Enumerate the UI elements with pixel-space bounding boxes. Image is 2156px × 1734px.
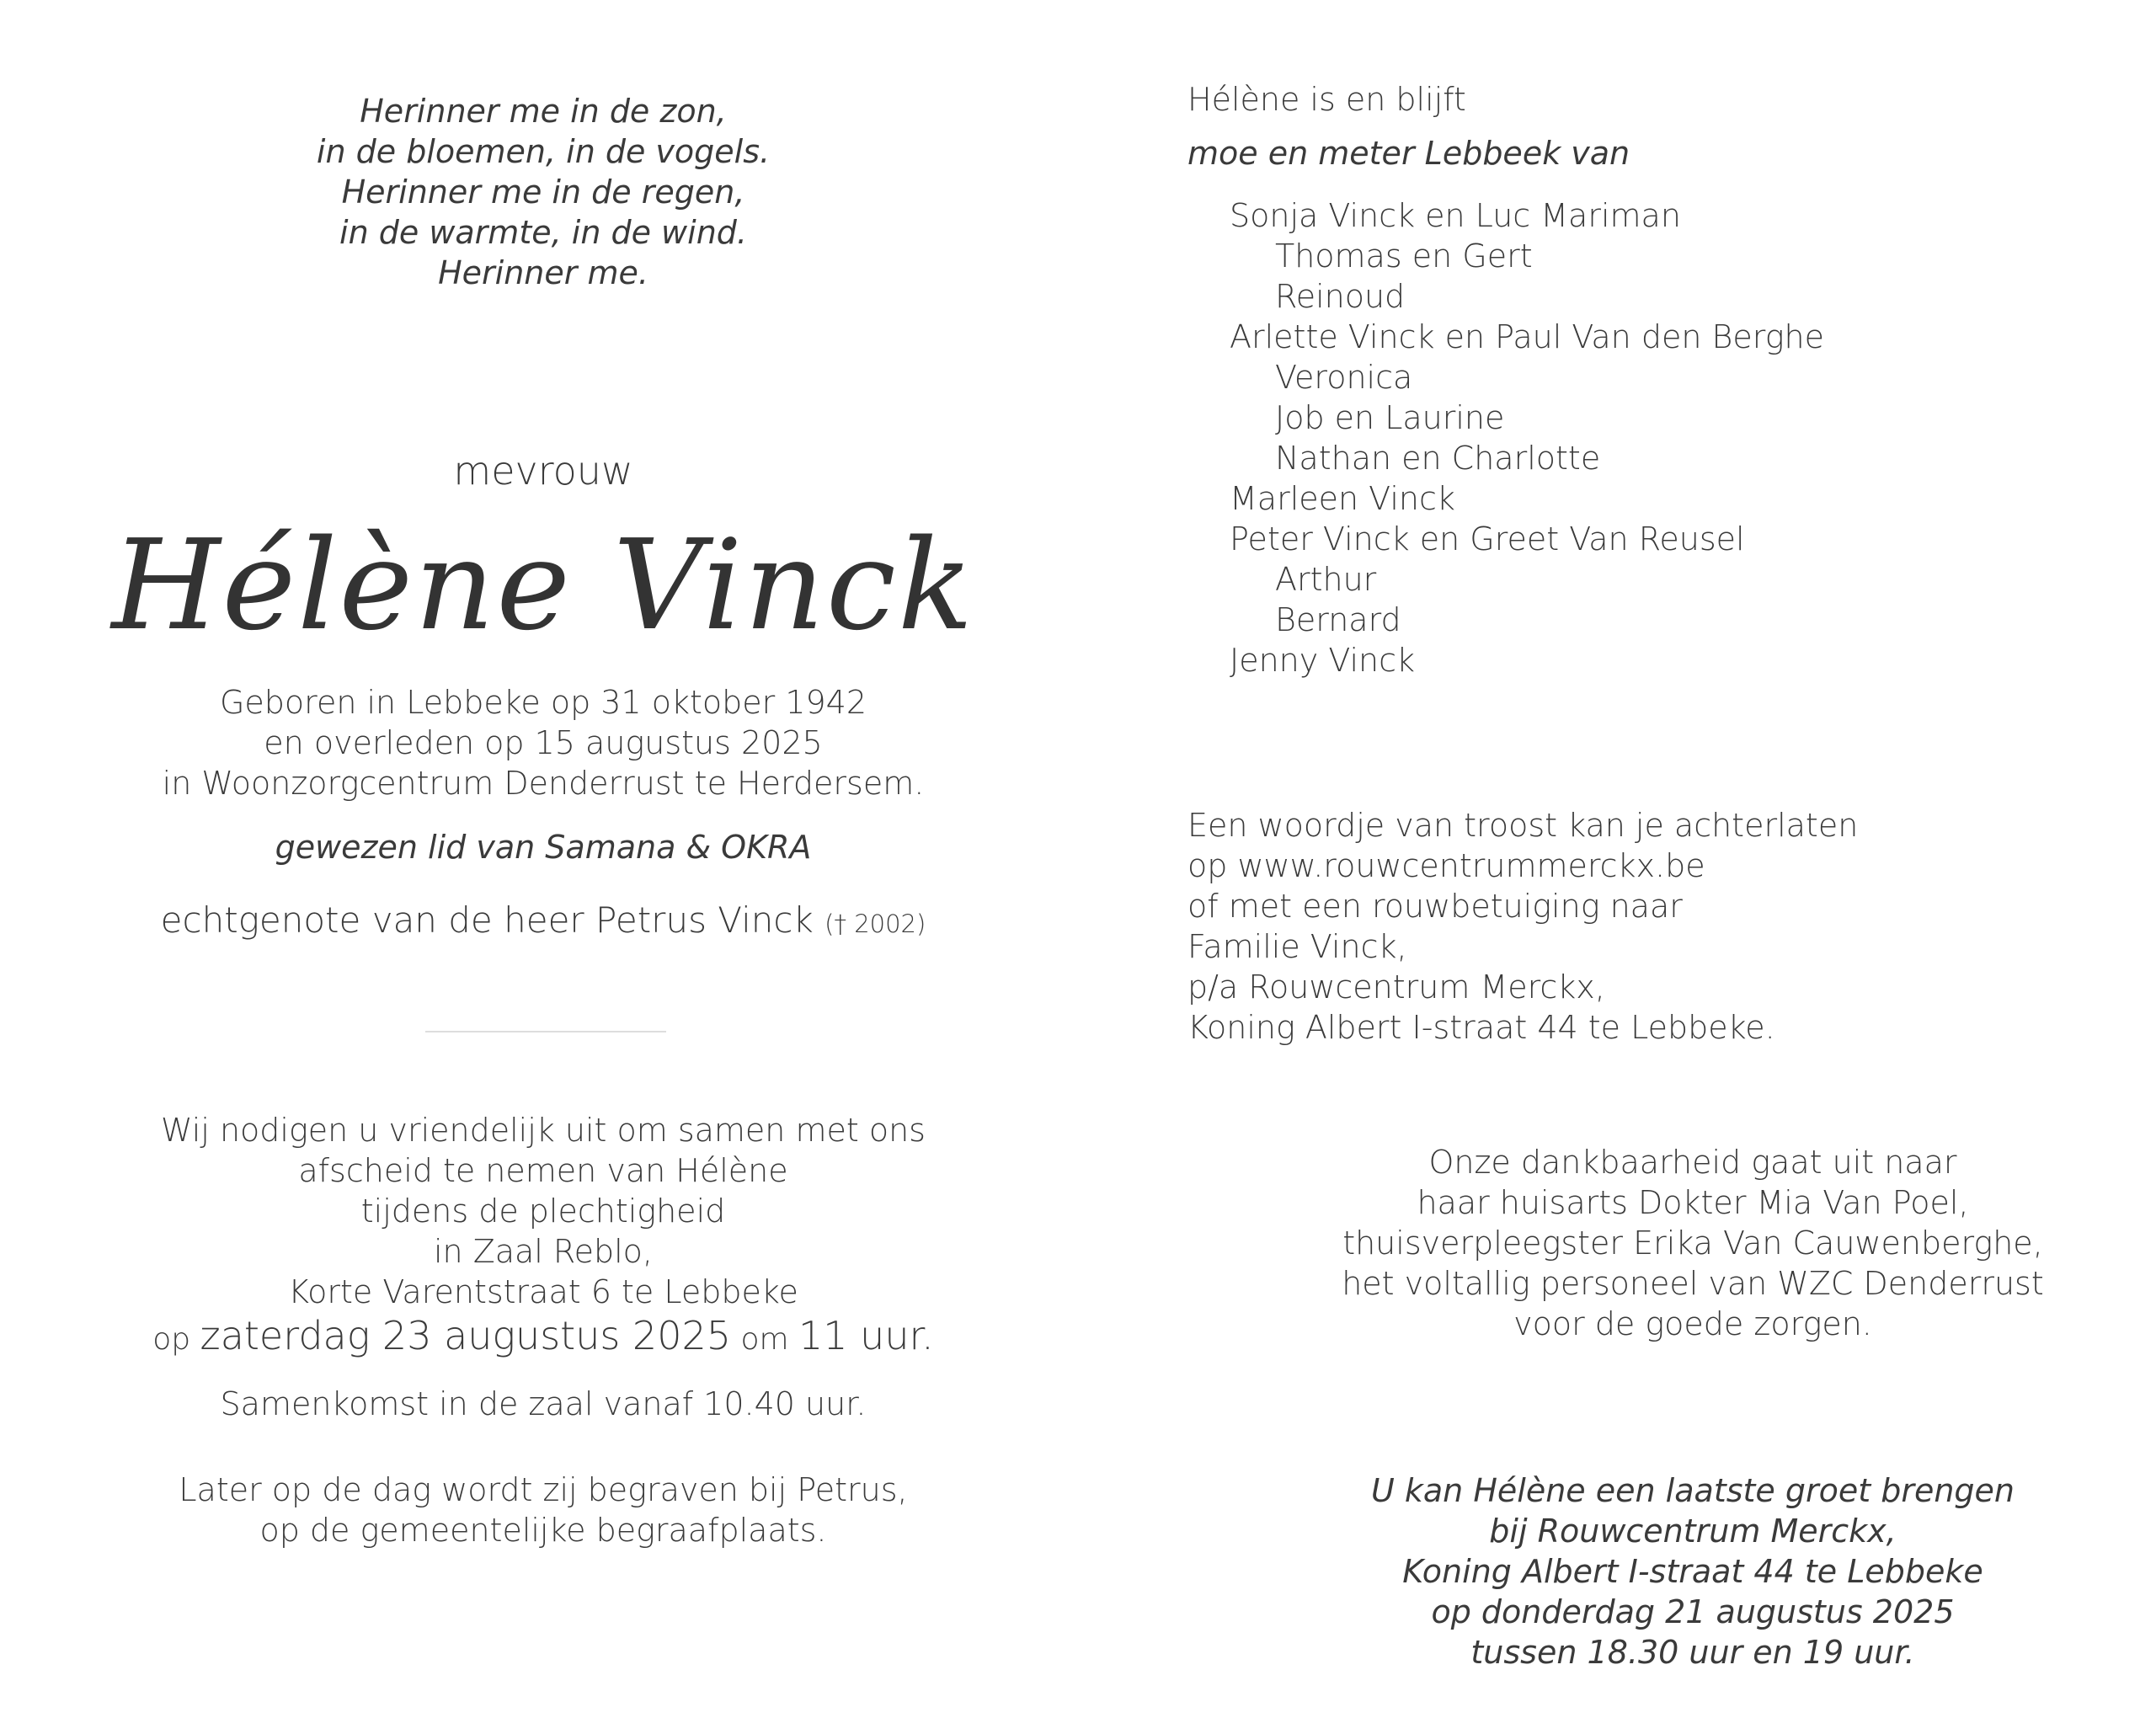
ceremony-date: zaterdag 23 augustus 2025 [200,1313,732,1358]
condolence-website[interactable]: op www.rouwcentrummerckx.be [1187,847,1705,884]
burial-line: op de gemeentelijke begraafplaats. [259,1512,827,1549]
family-member: Nathan en Charlotte [1275,440,1601,477]
visitation-line: U kan Hélène een laatste groet brengen [1370,1472,2015,1509]
thanks-line: voor de goede zorgen. [1513,1305,1872,1342]
thanks-line: het voltallig personeel van WZC Denderrust [1342,1265,2044,1302]
spouse-note: († 2002) [825,910,926,938]
honorific: mevrouw [453,448,633,494]
ceremony-line: afscheid te nemen van Hélène [298,1152,788,1189]
date-prefix: op [152,1322,191,1357]
family-member: Marleen Vinck [1230,480,1455,517]
condolence-line: p/a Rouwcentrum Merckx, [1187,968,1605,1006]
ceremony-time: 11 uur. [798,1313,934,1358]
family-member: Jenny Vinck [1230,642,1416,679]
visitation-line: op donderdag 21 augustus 2025 [1431,1593,1955,1630]
visitation-line: Koning Albert I-straat 44 te Lebbeke [1402,1553,1983,1590]
condolence-line: Een woordje van troost kan je achterlaten [1187,807,1859,844]
poem-line: Herinner me. [438,254,648,291]
condolence-line: of met een rouwbetuiging naar [1187,888,1683,925]
spouse-line [0,899,1086,941]
condolence-info [1187,805,1858,1048]
family-member: Sonja Vinck en Luc Mariman [1230,197,1681,234]
divider [425,1031,666,1032]
family-member: Bernard [1275,601,1401,638]
birth-death-info [0,682,1086,803]
ceremony-line: tijdens de plechtigheid [360,1192,726,1230]
family-member: Peter Vinck en Greet Van Reusel [1230,520,1745,558]
ceremony-line: in Zaal Reblo, [433,1233,654,1270]
spouse-text: echtgenote van de heer Petrus Vinck [160,899,814,941]
birth-death-line: Geboren in Lebbeke op 31 oktober 1942 [219,684,867,721]
poem-line: Herinner me in de zon, [360,93,727,130]
thanks-line: thuisverpleegster Erika Van Cauwenberghe, [1342,1224,2043,1262]
ceremony-line: Wij nodigen u vriendelijk uit om samen met ons [161,1112,926,1149]
poem-line: in de warmte, in de wind. [339,214,747,251]
family-intro: Hélène is en blijft [1187,81,1466,118]
family-member: Arlette Vinck en Paul Van den Berghe [1230,318,1824,355]
gathering-info: Samenkomst in de zaal vanaf 10.40 uur. [220,1385,867,1422]
family-member: Veronica [1275,359,1413,396]
ceremony-invitation [0,1110,1086,1363]
deceased-name: Hélène Vinck [111,513,975,658]
thanks-line: Onze dankbaarheid gaat uit naar [1428,1144,1957,1181]
ceremony-date-line [0,1312,1086,1363]
condolence-line: Koning Albert I-straat 44 te Lebbeke. [1187,1009,1775,1046]
birth-death-line: en overleden op 15 augustus 2025 [264,724,823,761]
poem-line: Herinner me in de regen, [341,173,745,211]
family-relation: moe en meter Lebbeek van [1187,135,1630,172]
family-member: Thomas en Gert [1275,237,1533,275]
family-member: Arthur [1275,561,1377,598]
poem [0,91,1086,293]
condolence-line: Familie Vinck, [1187,928,1407,965]
thanks-line: haar huisarts Dokter Mia Van Poel, [1417,1184,1969,1221]
burial-line: Later op de dag wordt zij begraven bij Petrus, [179,1471,908,1508]
membership: gewezen lid van Samana & OKRA [275,829,812,866]
visitation-line: bij Rouwcentrum Merckx, [1489,1513,1897,1550]
burial-info [0,1470,1086,1550]
ceremony-line: Korte Varentstraat 6 te Lebbeke [288,1273,798,1310]
thanks-section [1204,1142,2156,1344]
family-member: Job en Laurine [1275,399,1505,436]
family-list [1230,195,1824,680]
visitation-info [1204,1470,2156,1673]
birth-death-line: in Woonzorgcentrum Denderrust te Herdersem. [162,765,925,802]
time-prefix: om [740,1322,789,1357]
poem-line: in de bloemen, in de vogels. [316,133,771,170]
visitation-line: tussen 18.30 uur en 19 uur. [1470,1634,1915,1671]
family-member: Reinoud [1275,278,1406,315]
